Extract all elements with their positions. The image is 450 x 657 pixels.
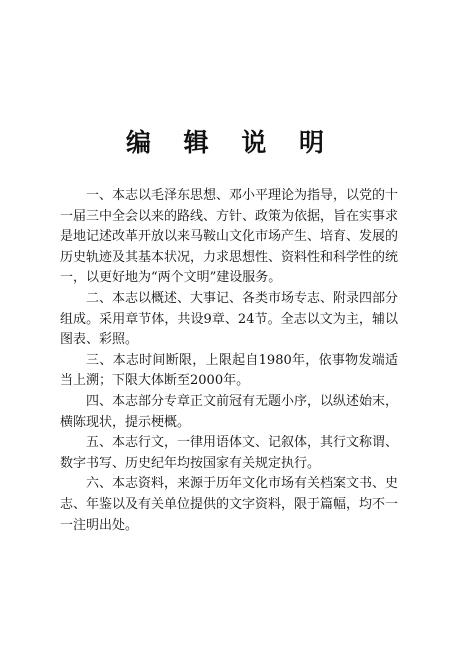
paragraph-5: 五、本志行文，一律用语体文、记叙体，其行文称谓、数字书写、历史纪年均按国家有关规定执行。 (60, 435, 399, 471)
paragraph-2: 二、本志以概述、大事记、各类市场专志、附录四部分组成。采用章节体，共设9章、24节。全志以文为主，辅以图表、彩照。 (60, 290, 399, 348)
paragraph-4: 四、本志部分专章正文前冠有无题小序，以纵述始末，横陈现状，提示梗概。 (60, 393, 399, 430)
page-title: 编 辑 说 明 (125, 128, 337, 157)
paragraph-3: 三、本志时间断限，上限起自1980年，依事物发端适当上溯；下限大体断至2000年。 (60, 352, 398, 389)
body-text (60, 186, 398, 536)
paragraph-6: 六、本志资料，来源于历年文化市场有关档案文书、史志、年鉴以及有关单位提供的文字资料，限于篇幅，均不一一注明出处。 (60, 476, 399, 533)
paragraph-1: 一、本志以毛泽东思想、邓小平理论为指导，以党的十一届三中全会以来的路线、方针、政策为依据，旨在实事求是地记述改革开放以来马鞍山文化市场产生、培育、发展的历史轨迹及其基本状况，力求思想性、资料性和科学性的统一，以更好地为“两个文明”建设服务。 (60, 188, 399, 286)
